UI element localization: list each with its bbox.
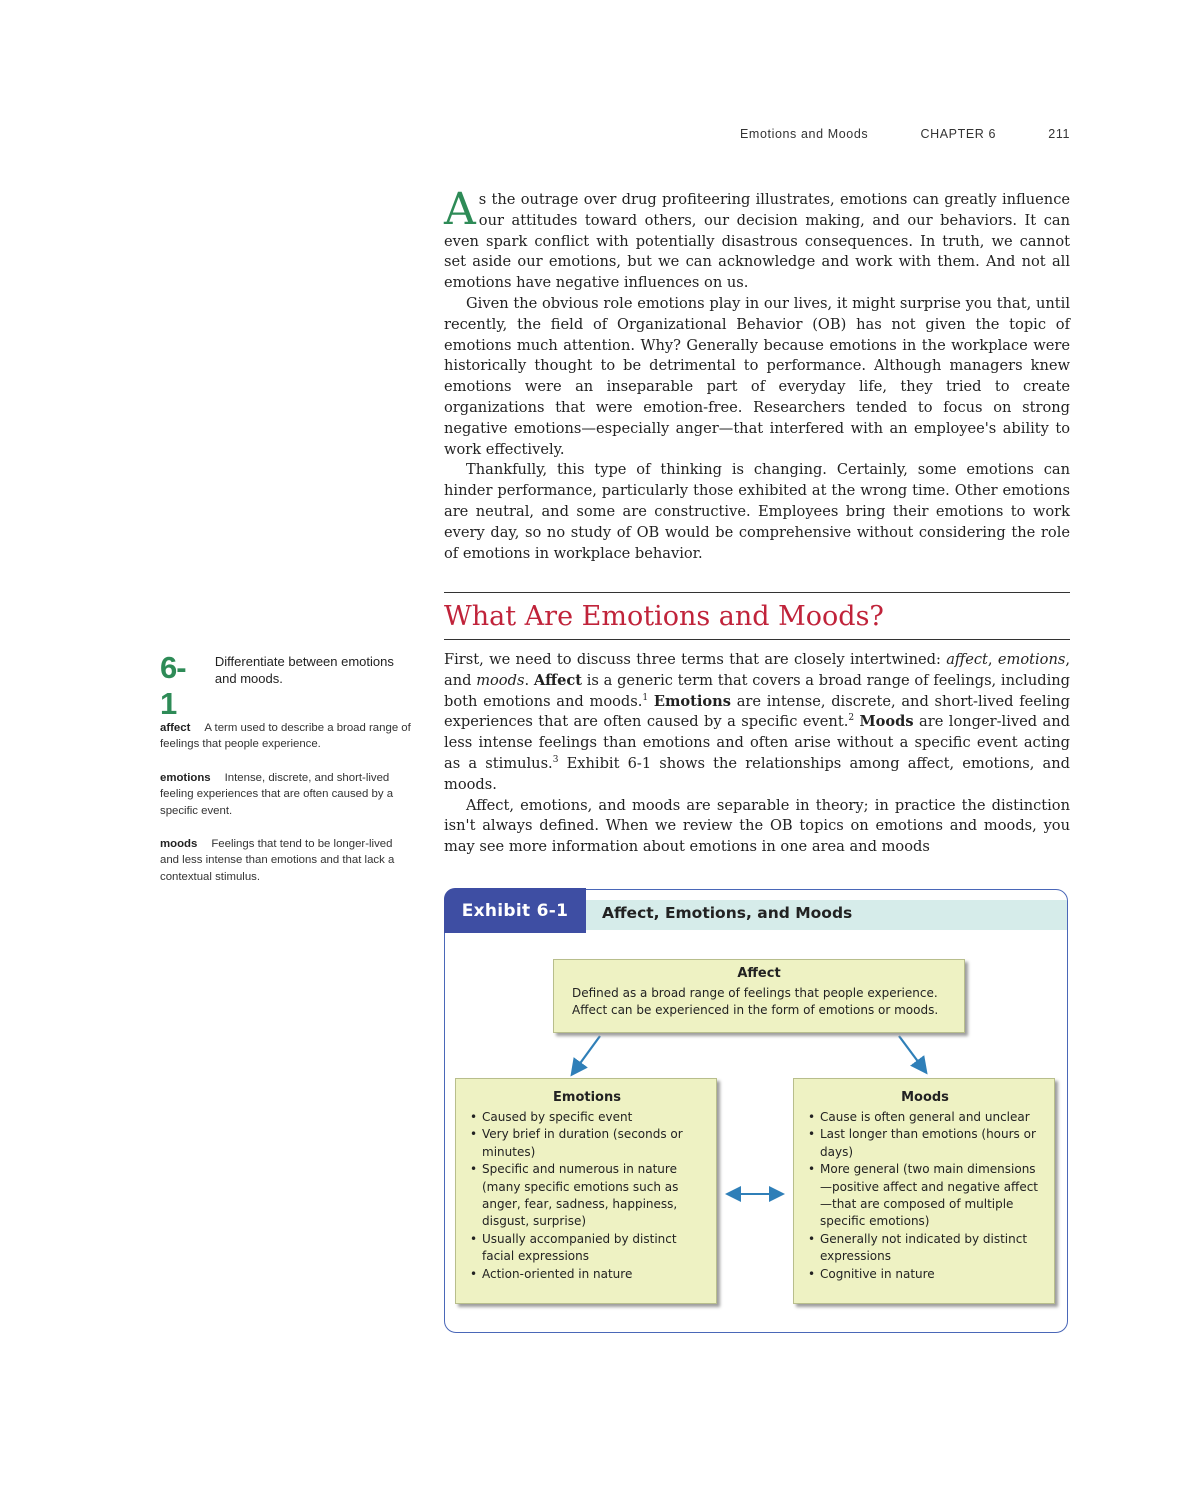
running-head-chapter: CHAPTER 6 bbox=[920, 127, 997, 141]
text-run: are longer-lived and less intense feelings than emotions and often arise without a specific event acting as a stimulus. bbox=[444, 713, 1070, 772]
footnote-ref-2[interactable]: 2 bbox=[848, 713, 855, 724]
list-item: • Specific and numerous in nature (many specific emotions such as anger, fear, sadness, happiness, disgust, surprise) bbox=[470, 1161, 704, 1231]
intro-paragraph-2: Given the obvious role emotions play in our lives, it might surprise you that, until recently, the field of Organizational Behavior (OB) has not given the topic of emotions much attention. Why? Generally because emotions in the workplace were historically thought to be detrimental to performance. Although managers knew emotions were an inseparable part of everyday life, they tried to create organizations that were emotion-free. Researchers tended to focus on strong negative emotions—especially anger—that interfered with an employee's ability to work effectively. bbox=[444, 294, 1070, 458]
list-item: • Caused by specific event bbox=[470, 1109, 704, 1126]
list-item: • More general (two main dimensions—positive affect and negative affect—that are composed of multiple specific emotions) bbox=[808, 1161, 1042, 1231]
affect-box-line-1: Defined as a broad range of feelings that people experience. bbox=[572, 986, 938, 1000]
text-run: First, we need to discuss three terms that are closely intertwined: bbox=[444, 651, 947, 668]
exhibit-label: Exhibit 6-1 bbox=[444, 888, 586, 933]
term-emotions-bold: Emotions bbox=[653, 692, 731, 710]
emotions-box bbox=[455, 1078, 717, 1304]
affect-box bbox=[553, 959, 965, 1033]
list-item: • Action-oriented in nature bbox=[470, 1266, 704, 1283]
intro-text bbox=[444, 184, 1070, 564]
moods-box-title: Moods bbox=[901, 1090, 949, 1105]
emotions-list bbox=[470, 1109, 704, 1283]
glossary-term: moods bbox=[160, 838, 198, 851]
running-head bbox=[740, 127, 1070, 141]
term-affect-italic: affect bbox=[946, 651, 988, 668]
text-run: is a generic term that covers a broad range of feelings, including both emotions and moods. bbox=[444, 671, 1070, 710]
objective-number: 6-1 bbox=[160, 650, 186, 721]
moods-box bbox=[793, 1078, 1055, 1304]
list-item: • Cause is often general and unclear bbox=[808, 1109, 1042, 1126]
learning-objective bbox=[160, 650, 412, 722]
list-item: • Last longer than emotions (hours or days) bbox=[808, 1126, 1042, 1161]
glossary-term: affect bbox=[160, 722, 191, 734]
intro-paragraph-1-text: s the outrage over drug profiteering illustrates, emotions can greatly influence our attitudes toward others, our decision making, and our behaviors. It can even spark conflict with potentially disastrous consequences. In truth, we cannot set aside our emotions, but we can acknowledge and work with them. And not all emotions have negative influences on us. bbox=[444, 191, 1070, 292]
glossary-entry bbox=[160, 720, 412, 753]
glossary bbox=[160, 720, 412, 902]
section-rule-top bbox=[444, 592, 1070, 593]
glossary-definition: A term used to describe a broad range of feelings that people experience. bbox=[160, 722, 411, 751]
section-body bbox=[444, 650, 1070, 858]
footnote-ref-3[interactable]: 3 bbox=[552, 755, 559, 766]
affect-box-line-2: Affect can be experienced in the form of emotions or moods. bbox=[572, 1003, 939, 1017]
exhibit-6-1 bbox=[444, 889, 1068, 1333]
list-item: • Cognitive in nature bbox=[808, 1266, 1042, 1283]
intro-paragraph-3: Thankfully, this type of thinking is changing. Certainly, some emotions can hinder performance, particularly those exhibited at the wrong time. Other emotions are neutral, and some are constructive. Employees bring their emotions to work every day, so no study of OB would be comprehensive without considering the role of emotions in workplace behavior. bbox=[444, 461, 1070, 562]
list-item: • Generally not indicated by distinct expressions bbox=[808, 1231, 1042, 1266]
list-item: • Usually accompanied by distinct facial expressions bbox=[470, 1231, 704, 1266]
drop-cap: A bbox=[444, 184, 476, 235]
list-item: • Very brief in duration (seconds or minutes) bbox=[470, 1126, 704, 1161]
section-paragraph-1 bbox=[444, 650, 1070, 796]
section-paragraph-2: Affect, emotions, and moods are separable in theory; in practice the distinction isn't always defined. When we review the OB topics on emotions and moods, you may see more information about emotions in one area and moods bbox=[444, 796, 1070, 856]
objective-text: Differentiate between emotions and moods. bbox=[214, 654, 394, 686]
glossary-entry bbox=[160, 836, 412, 885]
term-moods-italic: moods bbox=[476, 671, 525, 689]
glossary-definition: Feelings that tend to be longer-lived and less intense than emotions and that lack a contextual stimulus. bbox=[160, 838, 395, 883]
running-head-section: Emotions and Moods bbox=[740, 127, 869, 141]
intro-paragraph-1 bbox=[444, 184, 1070, 294]
text-run: . bbox=[524, 671, 534, 689]
section-rule-bottom bbox=[444, 639, 1070, 640]
arrow-affect-to-emotions bbox=[573, 1036, 600, 1073]
section-title: What Are Emotions and Moods? bbox=[444, 601, 884, 632]
text-run: Exhibit 6-1 shows the relationships among affect, emotions, and moods. bbox=[444, 754, 1070, 793]
footnote-ref-1[interactable]: 1 bbox=[642, 692, 649, 703]
affect-box-title: Affect bbox=[737, 966, 781, 981]
glossary-definition: Intense, discrete, and short-lived feeling experiences that are often caused by a specific event. bbox=[160, 771, 394, 817]
glossary-entry bbox=[160, 770, 412, 819]
emotions-box-title: Emotions bbox=[553, 1090, 621, 1105]
term-emotions-italic: emotions bbox=[997, 651, 1066, 668]
arrow-affect-to-moods bbox=[899, 1036, 925, 1071]
moods-list bbox=[808, 1109, 1042, 1283]
text-run: , and bbox=[444, 651, 1070, 689]
text-run: , bbox=[987, 651, 998, 668]
term-affect-bold: Affect bbox=[533, 671, 583, 689]
text-run: are intense, discrete, and short-lived feeling experiences that are often caused by a specific event. bbox=[444, 692, 1070, 731]
page-number: 211 bbox=[1048, 127, 1070, 141]
term-moods-bold: Moods bbox=[859, 713, 914, 731]
glossary-term: emotions bbox=[160, 771, 211, 784]
exhibit-title: Affect, Emotions, and Moods bbox=[602, 904, 853, 922]
